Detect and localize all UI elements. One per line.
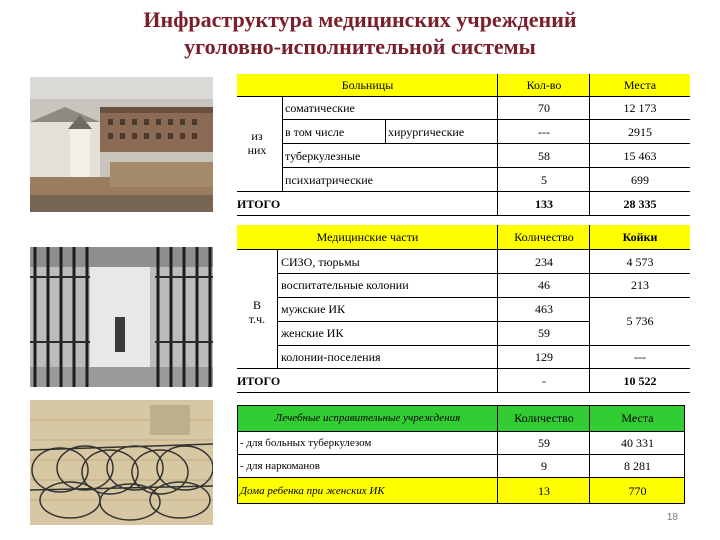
side-label-line1: В [252, 298, 261, 312]
table-row-label: мужские ИК [281, 302, 346, 316]
divider [277, 249, 278, 368]
table-row-places: 770 [590, 478, 685, 503]
facilities-places-header-cell [590, 405, 685, 431]
divider [237, 191, 690, 192]
divider [237, 454, 685, 455]
units-total-beds: 10 522 [623, 374, 657, 388]
table-row-label: колонии-поселения [281, 350, 381, 364]
units-total-label: ИТОГО [237, 374, 281, 388]
units-qty-header: Количество [514, 230, 574, 244]
side-label-line1: из [251, 129, 263, 143]
table-row-places: 8 281 [624, 459, 651, 473]
hospitals-places-header-cell [590, 74, 690, 96]
table-row-label: воспитательные колонии [281, 278, 409, 292]
table-row-qty: 129 [535, 350, 553, 364]
table-row-label: туберкулезные [285, 149, 361, 163]
hospitals-qty-header-cell [498, 74, 590, 96]
hospitals-header-label: Больницы [341, 78, 394, 92]
divider [589, 405, 590, 504]
page-title [0, 6, 720, 60]
divider [237, 431, 685, 432]
divider [237, 477, 685, 478]
table-row-beds: 4 573 [626, 255, 654, 269]
table-row-qty: --- [538, 125, 550, 139]
divider [282, 143, 690, 144]
divider [282, 119, 690, 120]
divider [277, 297, 690, 298]
hospitals-places-header: Места [623, 78, 657, 92]
divider [684, 405, 685, 504]
divider [589, 225, 590, 392]
table-row-label: - для больных туберкулезом [240, 437, 372, 449]
facilities-qty-header: Количество [514, 411, 574, 425]
title-line-2: уголовно-исполнительной системы [184, 34, 536, 59]
table-row-qty: 58 [538, 149, 550, 163]
units-qty-header-cell [498, 225, 590, 249]
units-total-qty: - [542, 374, 546, 388]
table-row-qty: 59 [538, 436, 550, 450]
hospitals-header-cell [237, 74, 498, 96]
table-row-label: в том числе [285, 125, 345, 139]
table-row-beds: --- [634, 350, 646, 364]
prison-corridor-photo [30, 247, 213, 387]
divider [237, 215, 690, 216]
divider [282, 96, 283, 191]
divider [497, 74, 498, 215]
units-side-label [237, 292, 277, 332]
table-row-qty: 463 [535, 302, 553, 316]
hospital-buildings-photo [30, 77, 213, 212]
table-row-label: соматические [285, 101, 355, 115]
table-row-label: СИЗО, тюрьмы [281, 255, 360, 269]
units-beds-header-cell [590, 225, 690, 249]
table-row-qty: 46 [538, 278, 550, 292]
table-row-qty: 5 [541, 173, 547, 187]
divider [277, 273, 690, 274]
divider [497, 405, 498, 504]
table-row-places: 2915 [628, 125, 652, 139]
table-row-beds: 213 [631, 278, 649, 292]
divider [237, 368, 690, 369]
facilities-qty-header-cell [498, 405, 590, 431]
page-number: 18 [666, 512, 678, 523]
divider [497, 225, 498, 392]
divider [385, 119, 386, 143]
divider [589, 74, 590, 215]
hospitals-total-places: 28 335 [623, 197, 657, 211]
table-row-qty: 70 [538, 101, 550, 115]
merged-beds-cell: 5 736 [626, 314, 654, 328]
divider [237, 503, 685, 504]
hospitals-total-qty: 133 [535, 197, 553, 211]
table-row-qty: 59 [538, 326, 550, 340]
hospitals-side-label [237, 123, 277, 163]
table-row-places: 12 173 [623, 101, 657, 115]
table-row-label: Дома ребенка при женских ИК [237, 478, 498, 503]
facilities-header-cell [237, 405, 498, 431]
units-header-cell [237, 225, 498, 249]
table-row-label: женские ИК [281, 326, 344, 340]
facilities-header-label: Лечебные исправительные учреждения [274, 412, 461, 424]
barbed-wire-photo [30, 400, 213, 525]
divider [282, 167, 690, 168]
table-row-label: - для наркоманов [240, 460, 321, 472]
facilities-places-header: Места [621, 411, 654, 425]
divider [277, 345, 690, 346]
divider [277, 321, 590, 322]
side-label-line2: т.ч. [248, 312, 266, 326]
side-label-line2: них [247, 143, 267, 157]
table-row-label: психиатрические [285, 173, 373, 187]
hospitals-qty-header: Кол-во [526, 78, 562, 92]
table-row-places: 15 463 [623, 149, 657, 163]
table-row-qty: 9 [541, 459, 547, 473]
table-row-places: 40 331 [621, 436, 654, 450]
table-row-qty: 234 [535, 255, 553, 269]
divider [237, 96, 690, 97]
table-row-sublabel: хирургические [388, 125, 465, 139]
hospitals-total-label: ИТОГО [237, 197, 281, 211]
divider [237, 249, 690, 250]
table-row-places: 699 [631, 173, 649, 187]
units-beds-header: Койки [622, 230, 658, 244]
divider [237, 392, 690, 393]
title-line-1: Инфраструктура медицинских учреждений [143, 7, 577, 32]
units-header-label: Медицинские части [316, 230, 419, 244]
divider [237, 405, 238, 504]
table-row-qty: 13 [498, 478, 590, 503]
divider [237, 405, 685, 406]
